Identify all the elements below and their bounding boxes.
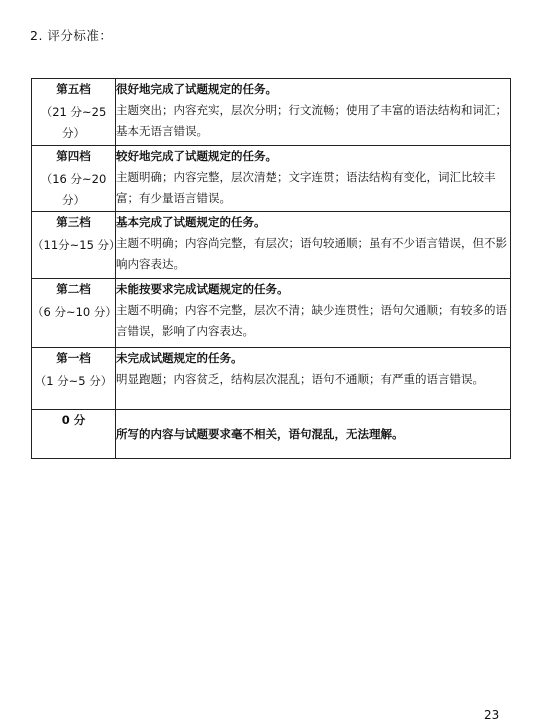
grade-summary: 较好地完成了试题规定的任务。 (116, 149, 277, 163)
grade-range: （1 分~5 分） (34, 374, 113, 388)
grade-summary: 未能按要求完成试题规定的任务。 (116, 282, 289, 296)
grade-range: （16 分~20 分） (40, 172, 107, 207)
table-row (32, 79, 511, 146)
grade-name: 第二档 (56, 282, 91, 296)
grade-detail: 主题不明确；内容不完整，层次不清；缺少连贯性；语句欠通顺；有较多的语言错误，影响了内容表达。 (116, 303, 507, 338)
table-row (32, 348, 511, 410)
grade-name: 0 分 (61, 413, 86, 427)
grade-name: 第五档 (56, 82, 91, 96)
description-cell (116, 279, 511, 348)
grade-range: （11分~15 分） (32, 238, 121, 252)
scoring-rubric-table (31, 78, 511, 459)
description-cell (116, 146, 511, 212)
description-cell (116, 348, 511, 410)
table-row (32, 410, 511, 459)
grade-summary: 未完成试题规定的任务。 (116, 351, 243, 365)
table-row (32, 212, 511, 279)
table-row (32, 146, 511, 212)
section-heading: 2. 评分标准： (30, 28, 113, 43)
grade-detail: 明显跑题；内容贫乏，结构层次混乱；语句不通顺；有严重的语言错误。 (116, 372, 484, 386)
grade-summary: 很好地完成了试题规定的任务。 (116, 82, 277, 96)
table-row (32, 279, 511, 348)
grade-cell (32, 79, 116, 146)
grade-name: 第一档 (56, 351, 91, 365)
page-number: 23 (484, 708, 500, 722)
grade-summary: 基本完成了试题规定的任务。 (116, 215, 266, 229)
grade-name: 第四档 (56, 149, 91, 163)
grade-cell (32, 410, 116, 459)
grade-detail: 主题不明确；内容尚完整，有层次；语句较通顺；虽有不少语言错误，但不影响内容表达。 (116, 236, 507, 271)
grade-cell (32, 146, 116, 212)
grade-detail: 主题明确；内容完整，层次清楚；文字连贯；语法结构有变化，词汇比较丰富；有少量语言错误。 (116, 170, 496, 205)
grade-cell (32, 279, 116, 348)
grade-cell (32, 348, 116, 410)
grade-detail: 主题突出；内容充实，层次分明；行文流畅；使用了丰富的语法结构和词汇；基本无语言错误。 (116, 103, 507, 138)
description-cell (116, 79, 511, 146)
grade-range: （6 分~10 分） (32, 305, 117, 319)
description-cell (116, 212, 511, 279)
grade-range: （21 分~25 分） (40, 105, 107, 140)
grade-detail: 所写的内容与试题要求毫不相关，语句混乱，无法理解。 (116, 426, 404, 441)
grade-name: 第三档 (56, 215, 91, 229)
grade-cell (32, 212, 121, 279)
description-cell (116, 410, 511, 459)
